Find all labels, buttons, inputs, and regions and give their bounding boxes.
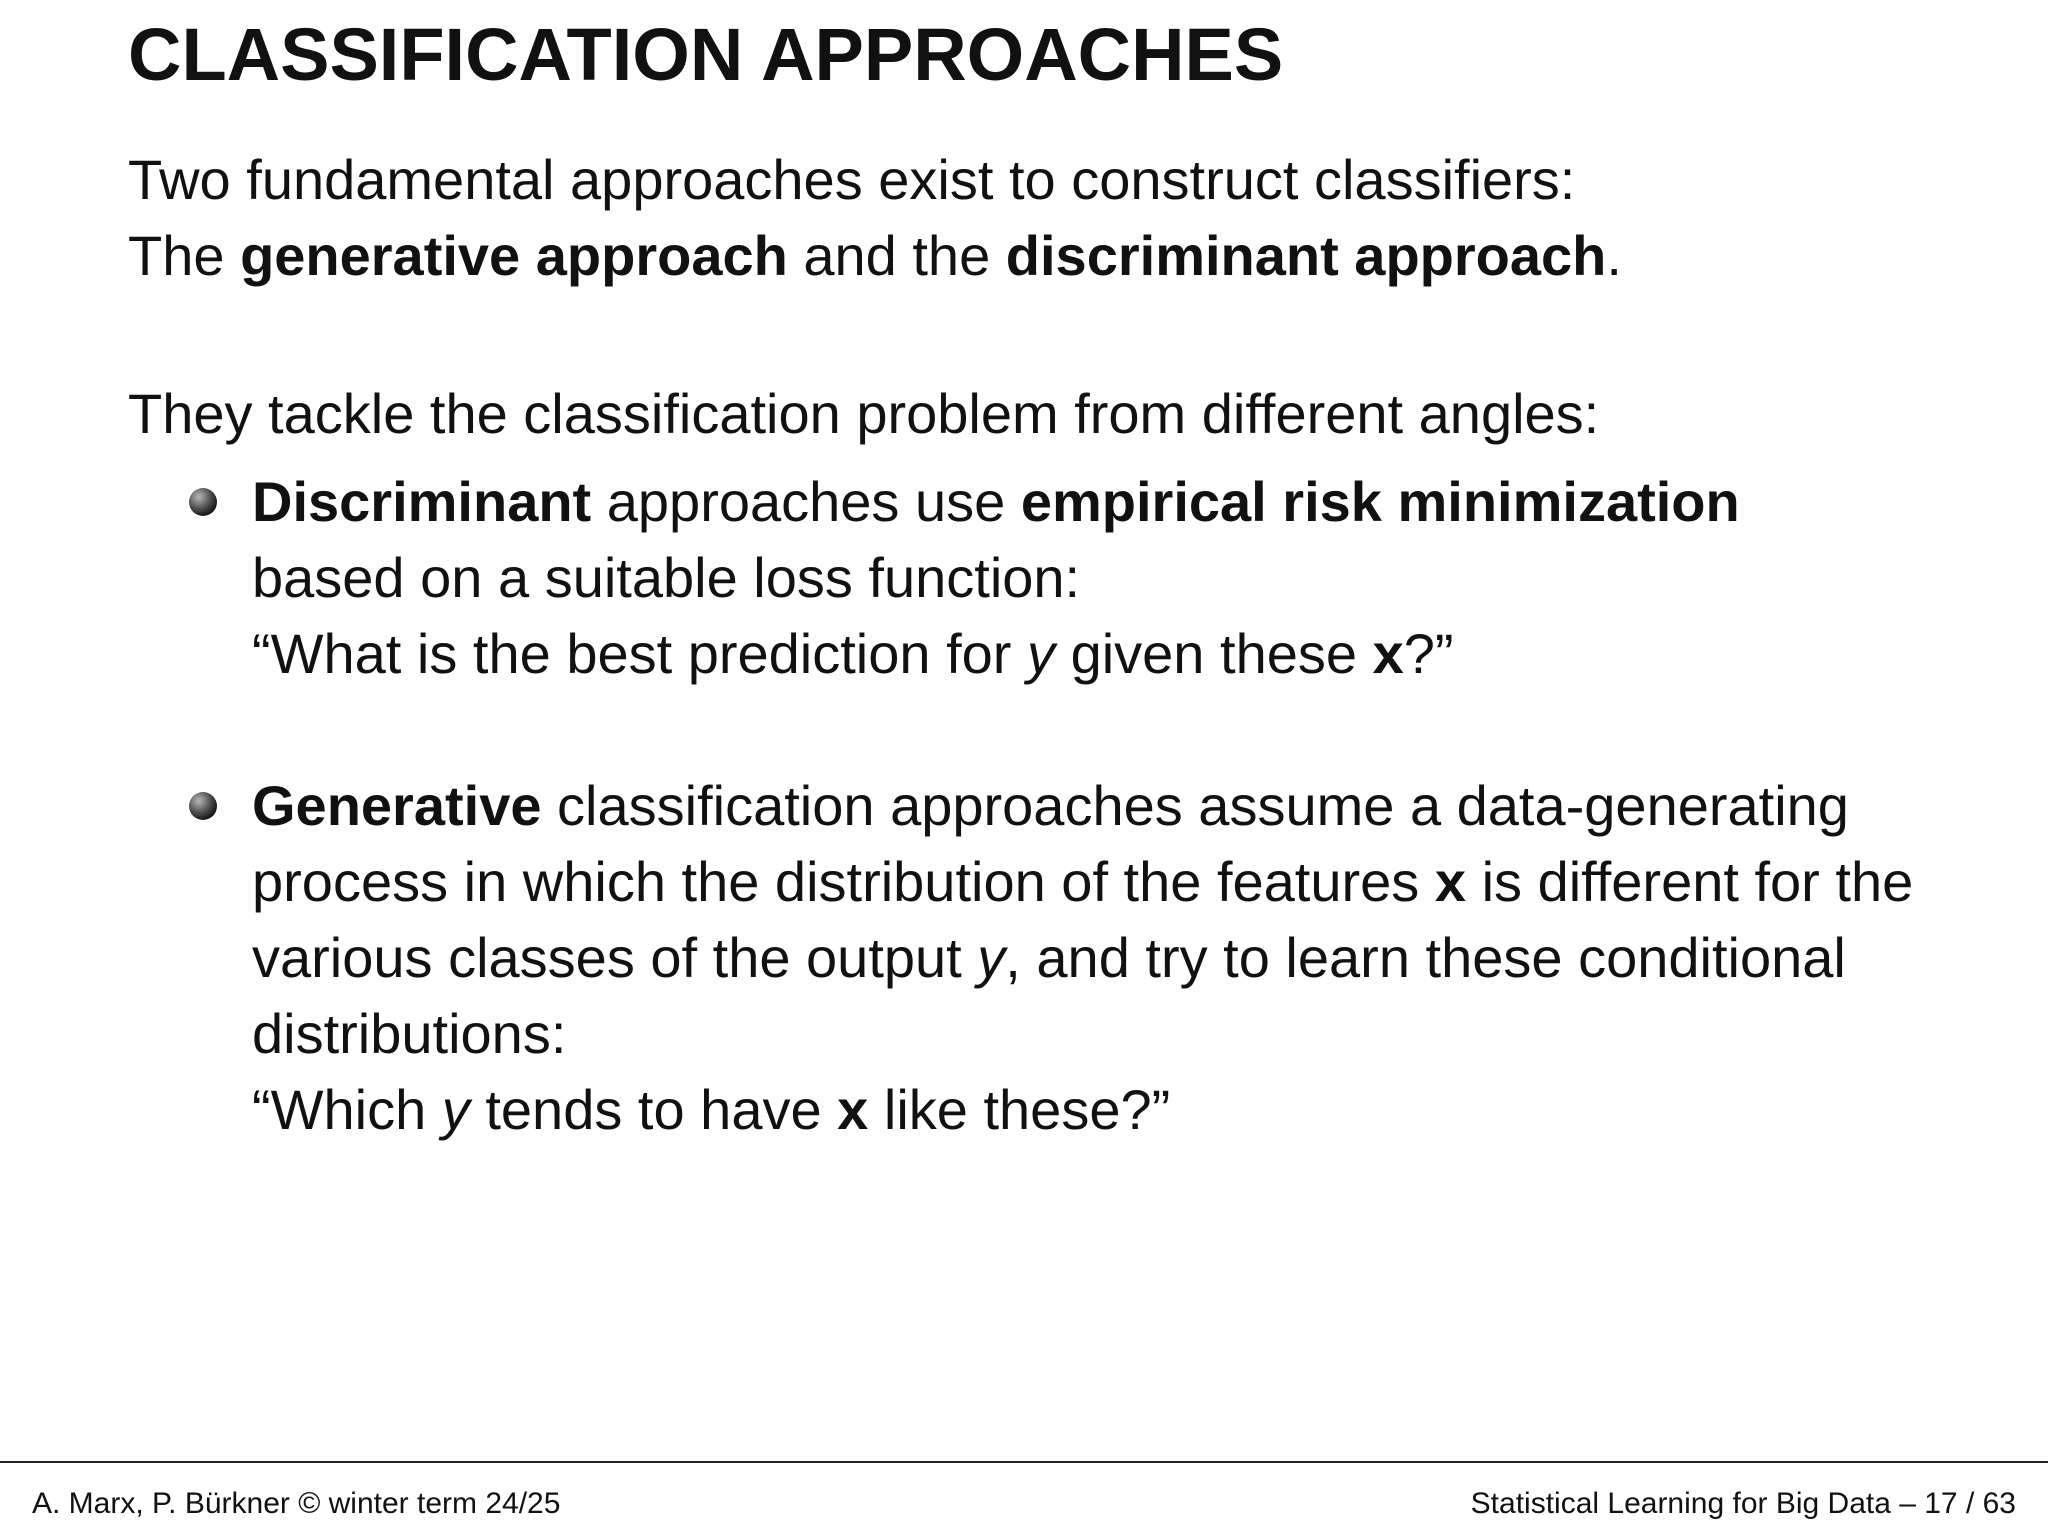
footer-authors: A. Marx, P. Bürkner © winter term 24/25	[32, 1487, 561, 1520]
discriminant-line-2: based on a suitable loss function:	[252, 546, 1081, 609]
generative-line-2-pre: process in which the distribution of the features	[252, 850, 1435, 913]
approach-list	[128, 464, 1988, 1148]
tackle-text: They tackle the classification problem from different angles:	[128, 382, 1600, 445]
discriminant-line-1-mid: approaches use	[591, 470, 1021, 533]
variable-x: x	[1372, 622, 1404, 685]
footer-divider	[0, 1461, 2048, 1463]
variable-y: y	[441, 1078, 470, 1141]
spacer	[128, 692, 1988, 768]
bullet-icon	[189, 488, 217, 516]
slide-content	[128, 142, 1988, 1148]
intro-text-1: Two fundamental approaches exist to construct classifiers:	[128, 148, 1576, 211]
tackle-line	[128, 376, 1988, 452]
generative-line-3-pre: various classes of the output	[252, 926, 978, 989]
variable-x: x	[1434, 850, 1467, 913]
discriminant-line-1	[252, 464, 1988, 540]
intro-line-2	[128, 218, 1988, 294]
generative-line-5-pre: “Which	[252, 1078, 442, 1141]
list-item-discriminant	[128, 464, 1988, 692]
generative-line-4: distributions:	[252, 1002, 567, 1065]
discriminant-line-3-post: ?”	[1403, 622, 1454, 685]
generative-line-5-mid: tends to have	[469, 1078, 838, 1141]
discriminant-line-3-pre: “What is the best prediction for	[252, 622, 1028, 685]
bullet-icon	[189, 792, 217, 820]
variable-y: y	[977, 926, 1006, 989]
term-generative-approach: generative approach	[240, 224, 788, 287]
generative-line-3-post: , and try to learn these conditional	[1005, 926, 1846, 989]
term-discriminant: Discriminant	[252, 470, 592, 533]
generative-line-3	[252, 920, 1988, 996]
intro-text-2-mid: and the	[787, 224, 1006, 287]
spacer	[128, 452, 1988, 464]
generative-line-1	[252, 768, 1988, 844]
intro-text-2-post: .	[1606, 224, 1622, 287]
discriminant-line-3	[252, 616, 1988, 692]
discriminant-line-3-mid: given these	[1055, 622, 1373, 685]
list-item-generative	[128, 768, 1988, 1148]
generative-line-5-post: like these?”	[868, 1078, 1171, 1141]
generative-line-2	[252, 844, 1988, 920]
generative-line-2-post: is different for the	[1466, 850, 1914, 913]
variable-y: y	[1027, 622, 1056, 685]
slide-title: CLASSIFICATION APPROACHES	[128, 13, 1284, 96]
variable-x: x	[837, 1078, 869, 1141]
term-generative: Generative	[252, 774, 542, 837]
generative-line-5	[252, 1072, 1988, 1148]
intro-text-2-pre: The	[128, 224, 241, 287]
footer-course-page: Statistical Learning for Big Data – 17 / 63	[1470, 1487, 2016, 1520]
generative-line-1-rest: classification approaches assume a data-generating	[541, 774, 1849, 837]
slide-footer	[32, 1486, 2016, 1522]
spacer	[128, 294, 1988, 376]
intro-line-1	[128, 142, 1988, 218]
term-discriminant-approach: discriminant approach	[1005, 224, 1607, 287]
term-erm: empirical risk minimization	[1020, 470, 1740, 533]
